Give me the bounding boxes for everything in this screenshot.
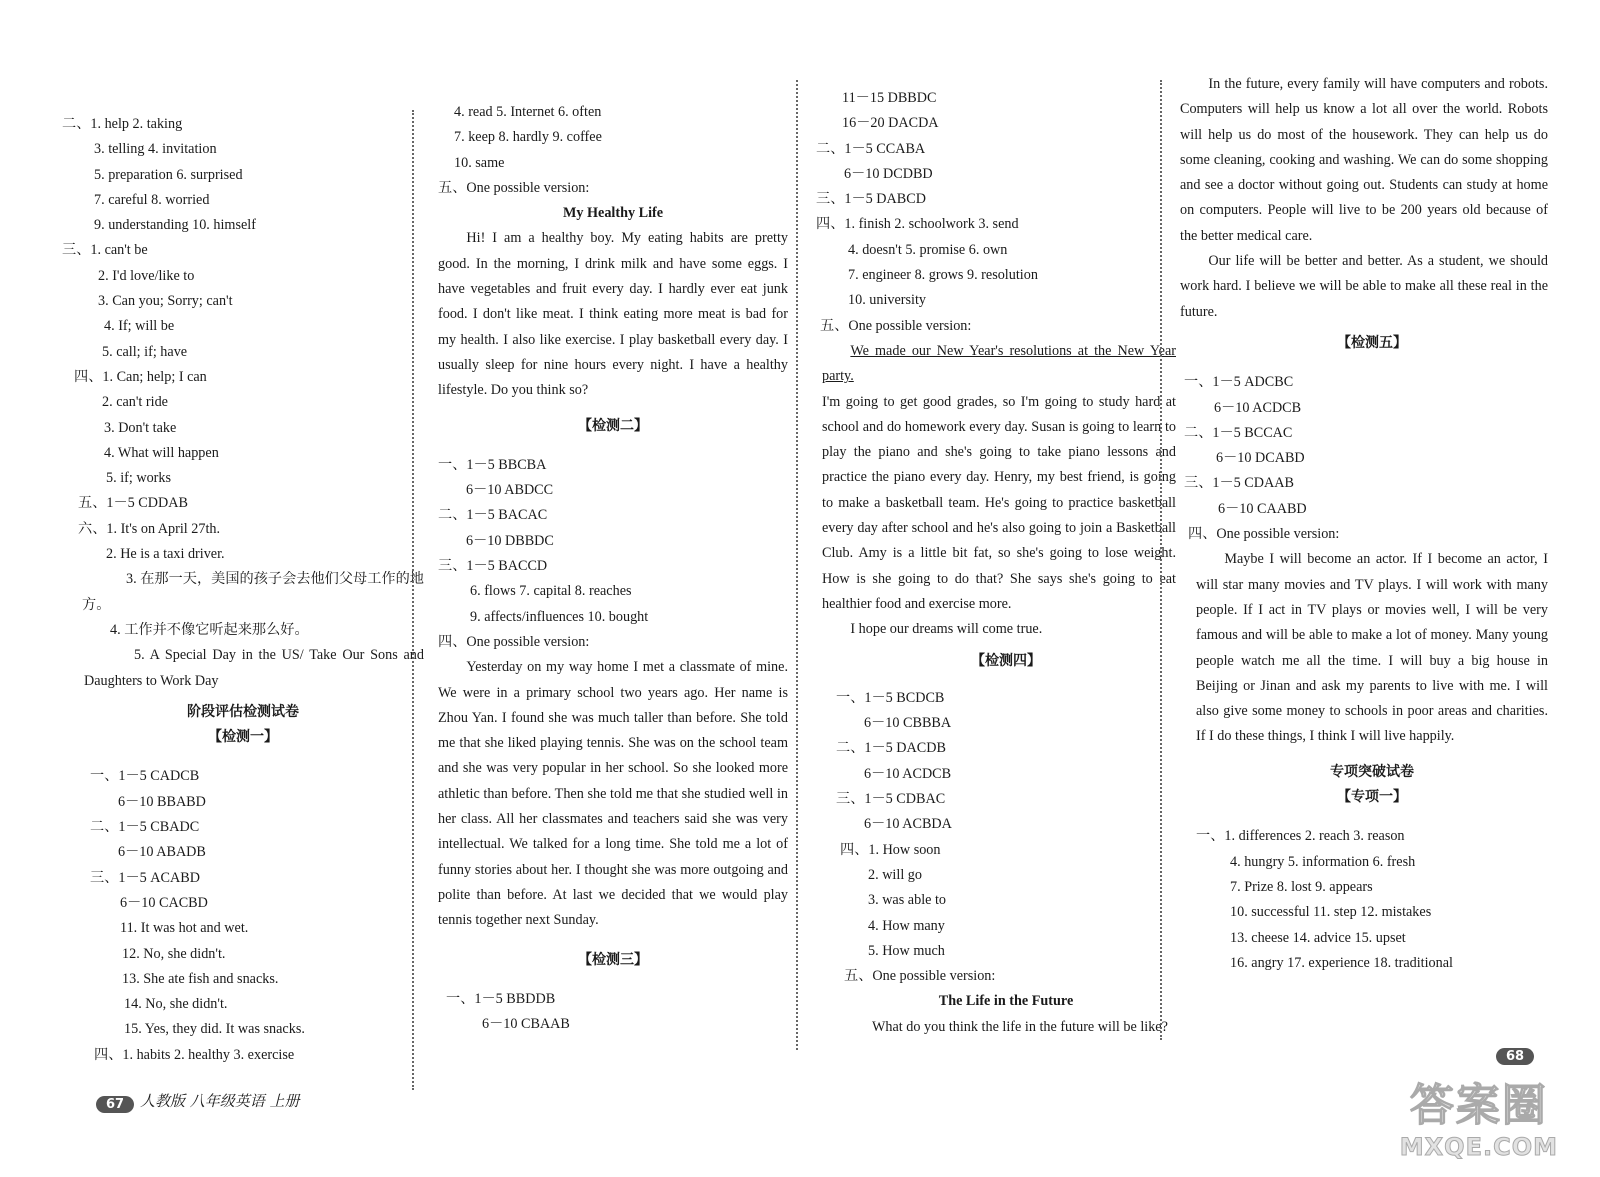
answer-line: 五、1－5 CDDAB <box>78 495 188 512</box>
column-divider <box>412 110 414 1090</box>
book-title-footer: 人教版 八年级英语 上册 <box>140 1092 300 1110</box>
answer-line: 五、One possible version: <box>820 317 972 334</box>
answer-line: 2. can't ride <box>102 394 168 411</box>
answer-line: 二、1－5 CCABA <box>816 140 926 157</box>
watermark-logo <box>1400 1069 1558 1161</box>
answer-line: 6－10 DBBDC <box>466 532 554 549</box>
answer-line: 11. It was hot and wet. <box>120 920 249 937</box>
answer-line: 4. doesn't 5. promise 6. own <box>848 241 1008 258</box>
answer-line: 6－10 CBAAB <box>482 1016 570 1033</box>
answer-line: 6－10 ACDCB <box>864 765 952 782</box>
answer-line: 3. Can you; Sorry; can't <box>98 293 233 310</box>
essay-first-line: What do you think the life in the future will be like? <box>872 1018 1168 1035</box>
answer-line: 四、1. Can; help; I can <box>74 368 207 385</box>
answer-line: 四、One possible version: <box>1188 526 1340 543</box>
answer-line: 6－10 BBABD <box>118 793 206 810</box>
answer-line: 10. university <box>848 292 927 309</box>
answer-line: 5. if; works <box>106 470 172 487</box>
section-subtitle: 【检测二】 <box>578 417 648 434</box>
answer-line: 7. keep 8. hardly 9. coffee <box>454 129 602 146</box>
answer-column-2 <box>438 68 788 1037</box>
column-divider <box>796 80 798 1050</box>
answer-line: 16. angry 17. experience 18. traditional <box>1230 954 1453 971</box>
answer-line: 2. He is a taxi driver. <box>106 546 225 563</box>
answer-line: 3. telling 4. invitation <box>94 141 217 158</box>
essay-topic-line: We made our New Year's resolutions at the New Year party. <box>822 342 1176 385</box>
answer-line: 三、1－5 CDAAB <box>1184 475 1294 492</box>
answer-line: 15. Yes, they did. It was snacks. <box>124 1021 305 1038</box>
answer-line: 4. hungry 5. information 6. fresh <box>1230 853 1416 870</box>
answer-line: 14. No, she didn't. <box>124 996 228 1013</box>
essay-title: The Life in the Future <box>938 993 1074 1010</box>
answer-line: 6－10 DCABD <box>1216 450 1305 467</box>
answer-line: 4. How many <box>868 917 945 934</box>
answer-line: 二、1. help 2. taking <box>62 116 183 132</box>
answer-line: 11－15 DBBDC <box>842 90 937 106</box>
answer-line: 6－10 CBBBA <box>864 715 952 732</box>
essay-paragraph: I hope our dreams will come true. <box>850 621 1043 638</box>
answer-line: 6－10 CACBD <box>120 894 208 911</box>
answer-column-1 <box>62 68 424 1068</box>
answer-line: 一、1－5 BBDDB <box>446 990 556 1007</box>
section-subtitle: 【检测五】 <box>1337 334 1407 351</box>
column-divider <box>1160 80 1162 1040</box>
page-number-left: 67 <box>96 1096 134 1113</box>
page-number-right: 68 <box>1496 1048 1534 1065</box>
answer-line: 五、One possible version: <box>438 179 590 196</box>
answer-paragraph: 3. 在那一天，美国的孩子会去他们父母工作的地方。 <box>82 571 424 613</box>
answer-line: 四、1. How soon <box>840 841 941 858</box>
answer-column-4 <box>1180 72 1548 976</box>
answer-line: 7. Prize 8. lost 9. appears <box>1230 878 1373 895</box>
answer-line: 5. call; if; have <box>102 343 188 360</box>
answer-line: 13. She ate fish and snacks. <box>122 970 279 987</box>
answer-line: 12. No, she didn't. <box>122 945 226 962</box>
section-subtitle: 【检测一】 <box>208 729 278 746</box>
answer-line: 6. flows 7. capital 8. reaches <box>470 583 632 600</box>
answer-line: 13. cheese 14. advice 15. upset <box>1230 929 1406 946</box>
answer-line: 一、1－5 CADCB <box>90 768 200 785</box>
answer-line: 10. same <box>454 154 505 171</box>
answer-line: 6－10 ABADB <box>118 844 206 861</box>
answer-line: 7. engineer 8. grows 9. resolution <box>848 267 1038 284</box>
answer-line: 二、1－5 DACDB <box>836 740 946 757</box>
essay-paragraph: I'm going to get good grades, so I'm going to study hard at school and do homework every day. Susan is going to learn to play the piano and she's going to take piano lessons and practice the piano every day. Henry, my best friend, is going to make a basketball team. He's going to practice basketball every day after school and he's also going to join a Basketball Club. Amy is a little bit fat, so she's going to lose weight. How is she going to do that? She says she's going to eat healthier food and exercise more. <box>822 393 1176 612</box>
section-title: 专项突破试卷 <box>1330 763 1414 780</box>
answer-line: 6－10 CAABD <box>1218 500 1307 517</box>
answer-line: 一、1. differences 2. reach 3. reason <box>1196 828 1405 845</box>
answer-line: 6－10 ACDCB <box>1214 399 1302 416</box>
answer-line: 三、1－5 BACCD <box>438 558 548 575</box>
essay-paragraph: Maybe I will become an actor. If I become an actor, I will star many movies and TV plays. I will work with many people. If I act in TV plays or movies well, I will be very famous and will be able to make a lot of money. Many young people watch me all the time. I will buy a big house in Beijing or Jinan and ask my parents to live with me. I will also give some money to schools in poor areas and charities. If I do these things, I think I will live happily. <box>1196 551 1548 745</box>
answer-line: 2. I'd love/like to <box>98 267 195 284</box>
answer-column-3 <box>816 86 1176 1040</box>
answer-line: 9. understanding 10. himself <box>94 217 256 234</box>
answer-line: 三、1－5 DABCD <box>816 191 926 208</box>
answer-line: 二、1－5 BACAC <box>438 507 548 524</box>
watermark-url: MXQE.COM <box>1399 1133 1558 1161</box>
answer-line: 4. What will happen <box>104 444 219 461</box>
answer-line: 3. Don't take <box>104 419 177 436</box>
answer-line: 三、1. can't be <box>62 242 148 259</box>
answer-paragraph: 5. A Special Day in the US/ Take Our Sons and Daughters to Work Day <box>84 647 424 689</box>
answer-line: 一、1－5 BBCBA <box>438 456 547 473</box>
answer-line: 5. preparation 6. surprised <box>94 166 243 183</box>
answer-line: 6－10 ACBDA <box>864 816 952 833</box>
answer-line: 7. careful 8. worried <box>94 191 210 208</box>
answer-line: 一、1－5 BCDCB <box>836 689 945 706</box>
answer-line: 四、1. habits 2. healthy 3. exercise <box>94 1046 295 1063</box>
answer-line: 4. 工作并不像它听起来那么好。 <box>110 621 309 638</box>
answer-line: 16－20 DACDA <box>842 115 939 132</box>
essay-paragraph: Our life will be better and better. As a student, we should work hard. I believe we will be able to make all these real in the future. <box>1180 253 1548 320</box>
answer-line: 三、1－5 ACABD <box>90 869 200 886</box>
answer-line: 二、1－5 BCCAC <box>1184 424 1293 441</box>
answer-line: 五、One possible version: <box>844 968 996 985</box>
answer-line: 四、One possible version: <box>438 633 590 650</box>
section-title: 阶段评估检测试卷 <box>187 703 299 720</box>
section-subtitle: 【检测三】 <box>578 951 648 968</box>
answer-line: 三、1－5 CDBAC <box>836 791 946 808</box>
answer-line: 4. read 5. Internet 6. often <box>454 104 602 120</box>
section-subtitle: 【检测四】 <box>971 652 1041 669</box>
answer-line: 六、1. It's on April 27th. <box>78 520 221 537</box>
answer-line: 四、1. finish 2. schoolwork 3. send <box>816 216 1019 233</box>
essay-paragraph: In the future, every family will have computers and robots. Computers will help us know a lot all over the world. Robots will help us do most of the housework. They can help us do some cleaning, cooking and washing. We can do some shopping and see a doctor without going out. Students can study at home on computers. People will live to be 200 years old because of the better medical care. <box>1180 76 1548 244</box>
answer-line: 9. affects/influences 10. bought <box>470 608 649 625</box>
answer-line: 5. How much <box>868 942 945 959</box>
answer-line: 4. If; will be <box>104 318 175 335</box>
answer-line: 二、1－5 CBADC <box>90 819 200 836</box>
essay-paragraph: Hi! I am a healthy boy. My eating habits are pretty good. In the morning, I drink milk and have some eggs. I have vegetables and fruit every day. I hardly ever eat junk food. I don't like meat. I think eating more meat is bad for my health. I also like exercise. I play basketball every day. I usually sleep for nine hours every night. I have a healthy lifestyle. Do you think so? <box>438 230 788 399</box>
essay-title: My Healthy Life <box>562 205 664 222</box>
answer-line: 一、1－5 ADCBC <box>1184 374 1294 391</box>
answer-line: 2. will go <box>868 866 922 883</box>
watermark-text: 答案圈 <box>1409 1080 1548 1131</box>
answer-line: 3. was able to <box>868 892 947 909</box>
essay-paragraph: Yesterday on my way home I met a classmate of mine. We were in a primary school two years ago. Her name is Zhou Yan. I found she was much taller than before. She told me that she liked playing tennis. She was on the school team and she was very popular in her school. So she looked more athletic than before. Then she told me that she studied well in her class. All her classmates and teachers said she was very intellectual. We talked for a long time. She told me a lot of funny stories about her. I thought she was more outgoing and polite than before. At last we decided that we would play tennis together next Sunday. <box>438 659 788 929</box>
section-subtitle: 【专项一】 <box>1337 789 1407 806</box>
answer-line: 6－10 ABDCC <box>466 482 554 499</box>
answer-line: 6－10 DCDBD <box>844 165 933 182</box>
answer-line: 10. successful 11. step 12. mistakes <box>1230 904 1432 921</box>
